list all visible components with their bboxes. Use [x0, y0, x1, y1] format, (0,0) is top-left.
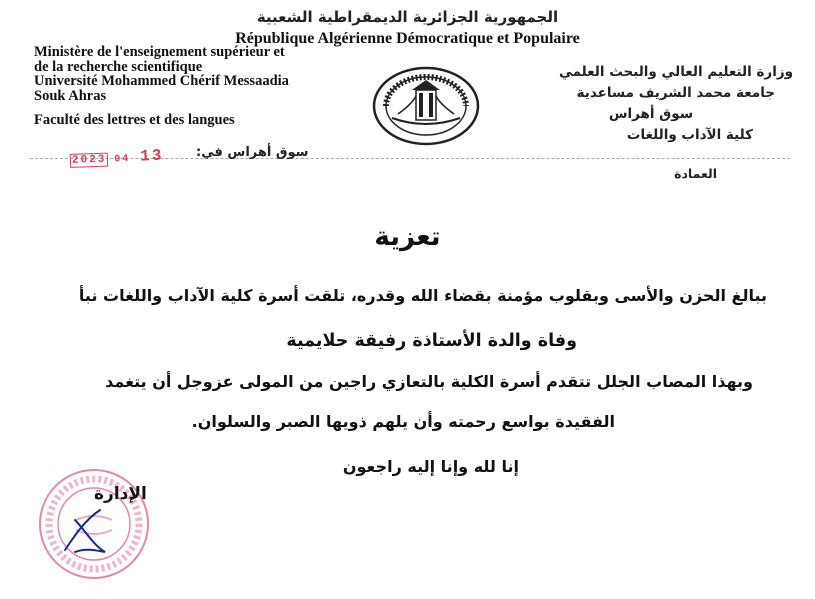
fr-ministry-line1: Ministère de l'enseignement supérieur et — [34, 44, 285, 60]
ar-deanery: العمادة — [674, 166, 717, 181]
header-arabic-block — [493, 62, 793, 146]
letter-line-1: ببالغ الحزن والأسى وبقلوب مؤمنة بقضاء الله وقدره، تلقت أسرة كلية الآداب واللغات نبأ — [78, 286, 767, 305]
fr-university: Université Mohammed Chérif Messaadia — [34, 73, 289, 89]
fr-ministry-line2: de la recherche scientifique — [34, 58, 203, 75]
ar-ministry: وزارة التعليم العالي والبحث العلمي — [558, 64, 793, 80]
letter-line-4: الفقيدة بواسع رحمته وأن يلهم ذويها الصبر والسلوان. — [191, 412, 615, 431]
header-french-country: République Algérienne Démocratique et Populaire — [235, 30, 580, 47]
ar-university: جامعة محمد الشريف مساعدية — [576, 85, 775, 101]
header-french-block — [34, 45, 374, 128]
date-stamp-year: 2023 — [70, 153, 109, 168]
header-arabic-country: الجمهورية الجزائرية الديمقراطية الشعبية — [256, 8, 559, 26]
administration-label: الإدارة — [94, 484, 147, 504]
ar-city: سوق أهراس — [608, 106, 693, 122]
letter-line-2: وفاة والدة الأستاذة رفيقة حلايمية — [286, 331, 577, 351]
fr-faculty: Faculté des lettres et des langues — [34, 112, 235, 128]
letter-title: تعزية — [374, 222, 441, 252]
date-stamp — [70, 146, 181, 176]
date-stamp-month: 04 — [114, 153, 131, 166]
ar-faculty: كلية الآداب واللغات — [626, 127, 753, 143]
letter-line-5: إنا لله وإنا إليه راجعون — [342, 457, 519, 476]
date-stamp-day: 13 — [139, 146, 164, 166]
university-logo — [372, 66, 480, 146]
letter-line-3: وبهذا المصاب الجلل تتقدم أسرة الكلية بالتعازي راجين من المولى عزوجل أن يتغمد — [105, 372, 753, 391]
date-label: سوق أهراس في: — [196, 145, 309, 160]
handwritten-signature — [55, 500, 125, 560]
fr-city: Souk Ahras — [34, 87, 107, 104]
